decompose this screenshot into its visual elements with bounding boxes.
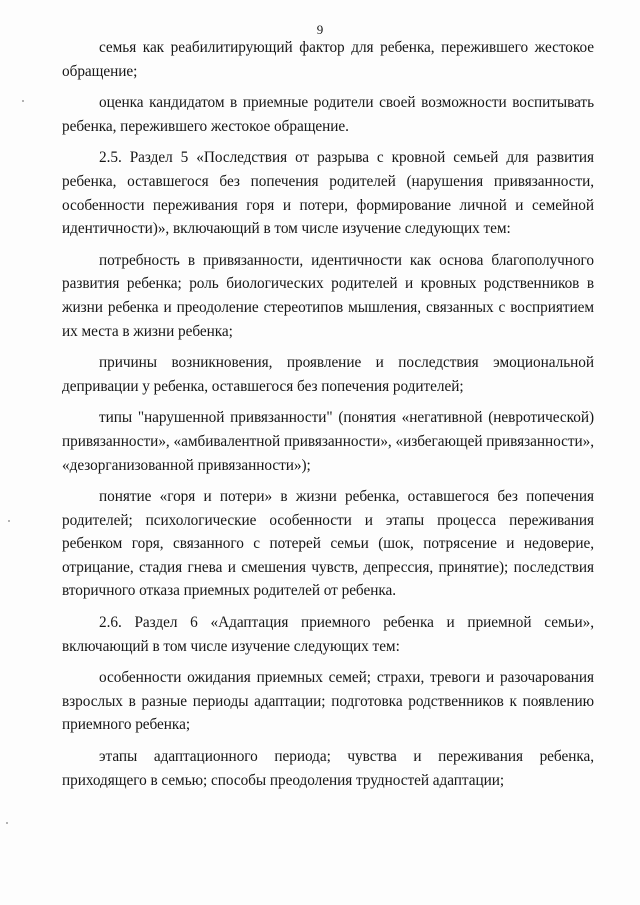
scan-speck (6, 822, 8, 824)
paragraph-candidate-assessment: оценка кандидатом в приемные родители своей возможности воспитывать ребенка, пережившего жестокое обращение. (62, 94, 594, 135)
paragraph-section-6-heading: 2.6. Раздел 6 «Адаптация приемного ребенка и приемной семьи», включающий в том числе изучение следующих тем: (62, 614, 594, 655)
page-number: 9 (316, 22, 324, 37)
paragraph-emotional-deprivation: причины возникновения, проявление и последствия эмоциональной депривации у ребенка, оставшегося без попечения родителей; (62, 354, 594, 395)
scan-speck (8, 520, 10, 522)
paragraph-grief-loss: понятие «горя и потери» в жизни ребенка, оставшегося без попечения родителей; психологические особенности и этапы процесса переживания ребенком горя, связанного с потерей семьи (шок, потрясение и недоверие, отрицание, стадия гнева и смешения чувств, депрессия, принятие); последствия вторичного отказа приемных родителей от ребенка. (62, 488, 594, 600)
paragraph-attachment-types: типы "нарушенной привязанности" (понятия «негативной (невротической) привязанности», «амбивалентной привязанности», «избегающей привязанности», «дезорганизованной привязанности»); (62, 409, 594, 474)
scan-speck (22, 100, 24, 102)
paragraph-family-expectations: особенности ожидания приемных семей; страхи, тревоги и разочарования взрослых в разные периоды адаптации; подготовка родственников к появлению приемного ребенка; (62, 669, 594, 734)
paragraph-adaptation-stages: этапы адаптационного периода; чувства и переживания ребенка, приходящего в семью; способы преодоления трудностей адаптации; (62, 748, 594, 789)
paragraph-section-5-heading: 2.5. Раздел 5 «Последствия от разрыва с кровной семьей для развития ребенка, оставшегося без попечения родителей (нарушения привязанности, особенности переживания горя и потери, формирование личной и семейной идентичности)», включающий в том числе изучение следующих тем: (62, 149, 594, 238)
paragraph-attachment-need: потребность в привязанности, идентичности как основа благополучного развития ребенка; роль биологических родителей и кровных родственников в жизни ребенка и преодоление стереотипов мышления, связанных с восприятием их места в жизни ребенка; (62, 251, 594, 340)
paragraph-family-rehab: семья как реабилитирующий фактор для ребенка, пережившего жестокое обращение; (62, 39, 594, 80)
document-body (62, 36, 594, 792)
